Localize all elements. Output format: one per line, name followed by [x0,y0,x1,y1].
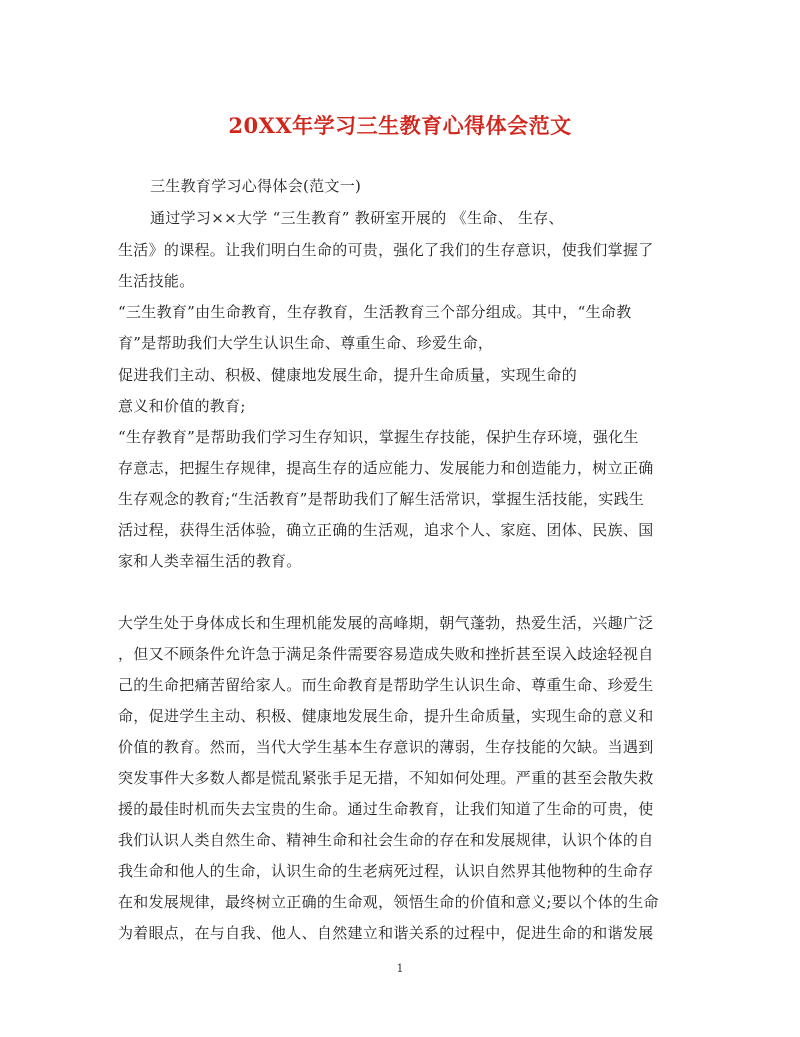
body-line: 促进我们主动、积极、健康地发展生命，提升生命质量，实现生命的 [118,366,578,384]
body-line: “生存教育”是帮助我们学习生存知识，掌握生存技能，保护生存环境，强化生 [118,428,639,446]
body-line: 育”是帮助我们大学生认识生命、尊重生命、珍爱生命， [118,334,494,352]
body-line: 命，促进学生主动、积极、健康地发展生命，提升生命质量，实现生命的意义和 [118,707,654,725]
body-line: ，但又不顾条件允许急于满足条件需要容易造成失败和挫折甚至误入歧途轻视自 [118,645,654,663]
body-line: 我们认识人类自然生命、精神生命和社会生命的存在和发展规律，认识个体的自 [118,831,654,849]
body-line: 生活技能。 [118,272,195,290]
body-line: 在和发展规律，最终树立正确的生命观，领悟生命的价值和意义;要以个体的生命 [118,893,659,911]
body-line: 生存观念的教育;“生活教育”是帮助我们了解生活常识，掌握生活技能，实践生 [118,490,645,508]
body-line: 生活》的课程。让我们明白生命的可贵，强化了我们的生存意识，使我们掌握了 [118,241,654,259]
body-line: 存意志，把握生存规律，提高生存的适应能力、发展能力和创造能力，树立正确 [118,459,654,477]
body-line: “三生教育”由生命教育，生存教育，生活教育三个部分组成。其中，“生命教 [118,303,632,321]
document-title: 20XX年学习三生教育心得体会范文 [228,113,572,138]
body-line: 己的生命把痛苦留给家人。而生命教育是帮助学生认识生命、尊重生命、珍爱生 [118,676,654,694]
body-line: 三生教育学习心得体会(范文一) [150,177,362,195]
page-number: 1 [396,962,404,975]
body-line: 大学生处于身体成长和生理机能发展的高峰期，朝气蓬勃，热爱生活，兴趣广泛 [118,614,654,632]
body-line: 意义和价值的教育; [118,397,246,415]
body-line: 通过学习××大学 “三生教育” 教研室开展的 《生命、 生存、 [150,209,564,227]
body-line: 我生命和他人的生命，认识生命的生老病死过程，认识自然界其他物种的生命存 [118,862,654,880]
body-line: 为着眼点，在与自我、他人、自然建立和谐关系的过程中，促进生命的和谐发展 [118,924,654,942]
body-line: 家和人类幸福生活的教育。 [118,552,302,570]
body-line: 援的最佳时机而失去宝贵的生命。通过生命教育，让我们知道了生命的可贵，使 [118,800,654,818]
body-line: 价值的教育。然而，当代大学生基本生存意识的薄弱，生存技能的欠缺。当遇到 [118,738,654,756]
body-line: 突发事件大多数人都是慌乱紧张手足无措，不知如何处理。严重的甚至会散失救 [118,769,654,787]
body-line: 活过程，获得生活体验，确立正确的生活观，追求个人、家庭、团体、民族、国 [118,521,654,539]
